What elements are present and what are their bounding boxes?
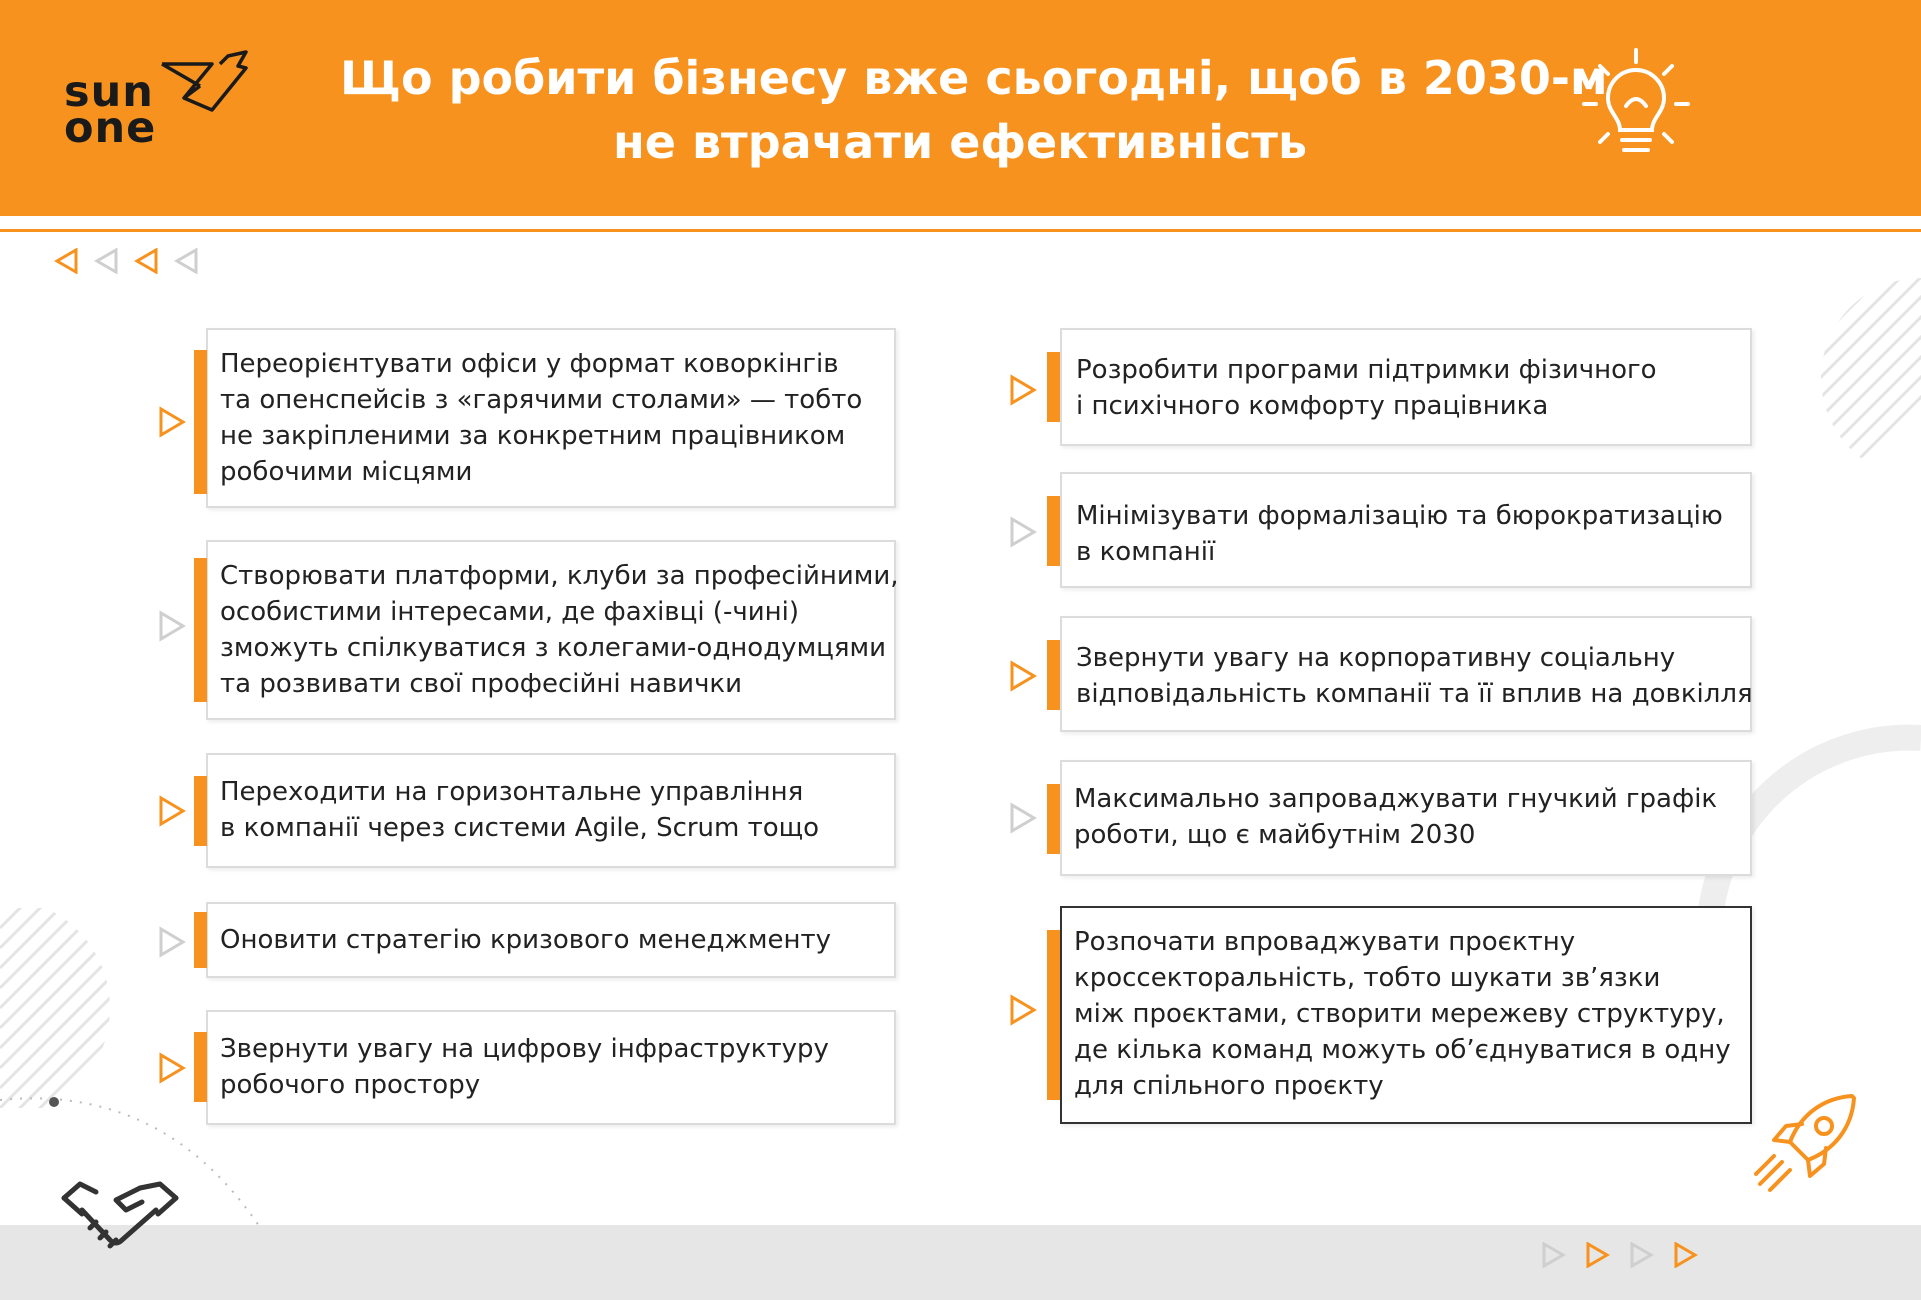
right-card-2-bar — [1047, 496, 1060, 566]
arrow-right-icon — [1672, 1242, 1698, 1268]
right-card-1-bar — [1047, 352, 1060, 422]
arrow-right-icon — [157, 795, 187, 827]
card-line: Розробити програми підтримки фізичного — [1076, 355, 1657, 385]
decor-stripes-left — [0, 908, 110, 1108]
card-line: робочого простору — [220, 1070, 481, 1100]
card-line: та опенспейсів з «гарячими столами» — тобто — [220, 385, 863, 415]
card-line: і психічного комфорту працівника — [1076, 391, 1549, 421]
left-card-2-text — [220, 558, 899, 702]
arrow-right-icon — [1008, 374, 1038, 406]
card-line: кроссекторальність, тобто шукати зв’язки — [1074, 963, 1661, 993]
arrow-right-icon — [157, 1052, 187, 1084]
arrow-right-icon — [1584, 1242, 1610, 1268]
card-line: Звернути увагу на корпоративну соціальну — [1076, 643, 1676, 673]
card-line: та розвивати свої професійні навички — [220, 669, 743, 699]
card-line: Звернути увагу на цифрову інфраструктуру — [220, 1034, 829, 1064]
card-line: Максимально запроваджувати гнучкий графік — [1074, 784, 1718, 814]
card-line: для спільного проєкту — [1074, 1071, 1384, 1101]
right-card-4-bar — [1047, 784, 1060, 854]
card-line: в компанії через системи Agile, Scrum тощо — [220, 813, 820, 843]
arrow-left-icon — [134, 248, 160, 274]
decor-arrows-bottom — [1540, 1242, 1700, 1272]
page-title — [340, 46, 1608, 174]
left-card-1-text — [220, 346, 862, 490]
right-card-3-bar — [1047, 640, 1060, 710]
title-line-2: не втрачати ефективність — [612, 115, 1308, 169]
right-card-1-text — [1076, 352, 1657, 424]
sunone-logo[interactable] — [64, 46, 254, 156]
left-card-4-bar — [194, 912, 207, 968]
decor-stripes-right — [1780, 278, 1921, 478]
rocket-icon — [1752, 1090, 1862, 1200]
card-line: зможуть спілкуватися з колегами-однодумцями — [220, 633, 887, 663]
header-underline — [0, 229, 1921, 232]
left-card-1-bar — [194, 350, 207, 494]
left-card-4-text — [220, 922, 831, 958]
right-card-4-text — [1074, 781, 1717, 853]
card-line: Оновити стратегію кризового менеджменту — [220, 925, 831, 955]
decor-arrows-top — [54, 248, 204, 278]
card-line: Переходити на горизонтальне управління — [220, 777, 804, 807]
left-card-3-text — [220, 774, 819, 846]
arrow-left-icon — [94, 248, 120, 274]
arrow-right-icon — [157, 610, 187, 642]
right-card-2-text — [1076, 498, 1723, 570]
card-line: де кілька команд можуть об’єднуватися в одну — [1074, 1035, 1731, 1065]
card-line: роботи, що є майбутнім 2030 — [1074, 820, 1476, 850]
left-card-3-bar — [194, 776, 207, 846]
card-line: Переорієнтувати офіси у формат коворкінгів — [220, 349, 839, 379]
card-line: особистими інтересами, де фахівці (-чині) — [220, 597, 799, 627]
arrow-left-icon — [174, 248, 200, 274]
card-line: не закріпленими за конкретним працівником — [220, 421, 846, 451]
left-card-5-text — [220, 1031, 829, 1103]
paper-bird-icon — [160, 46, 252, 112]
arrow-right-icon — [1008, 516, 1038, 548]
title-line-1: Що робити бізнесу вже сьогодні, щоб в 2030-м — [340, 51, 1608, 105]
lightbulb-icon — [1576, 46, 1696, 166]
right-card-5-bar — [1047, 930, 1060, 1100]
logo-text-sun: sun — [64, 67, 154, 117]
card-line: робочими місцями — [220, 457, 473, 487]
card-line: між проєктами, створити мережеву структуру, — [1074, 999, 1725, 1029]
right-card-5-text — [1074, 924, 1731, 1104]
card-line: відповідальність компанії та її вплив на довкілля — [1076, 679, 1753, 709]
logo-text-one: one — [64, 103, 157, 153]
arrow-right-icon — [1008, 802, 1038, 834]
left-card-5-bar — [194, 1032, 207, 1102]
arrow-right-icon — [1540, 1242, 1566, 1268]
card-line: Мінімізувати формалізацію та бюрократизацію — [1076, 501, 1723, 531]
header-banner — [0, 0, 1921, 216]
arrow-right-icon — [157, 926, 187, 958]
card-line: Створювати платформи, клуби за професійними, — [220, 561, 899, 591]
card-line: Розпочати впроваджувати проєктну — [1074, 927, 1576, 957]
card-line: в компанії — [1076, 537, 1216, 567]
arrow-right-icon — [1008, 994, 1038, 1026]
right-card-3-text — [1076, 640, 1753, 712]
handshake-icon — [60, 1170, 180, 1260]
arrow-left-icon — [54, 248, 80, 274]
arrow-right-icon — [1628, 1242, 1654, 1268]
left-card-2-bar — [194, 558, 207, 702]
arrow-right-icon — [1008, 660, 1038, 692]
arrow-right-icon — [157, 406, 187, 438]
